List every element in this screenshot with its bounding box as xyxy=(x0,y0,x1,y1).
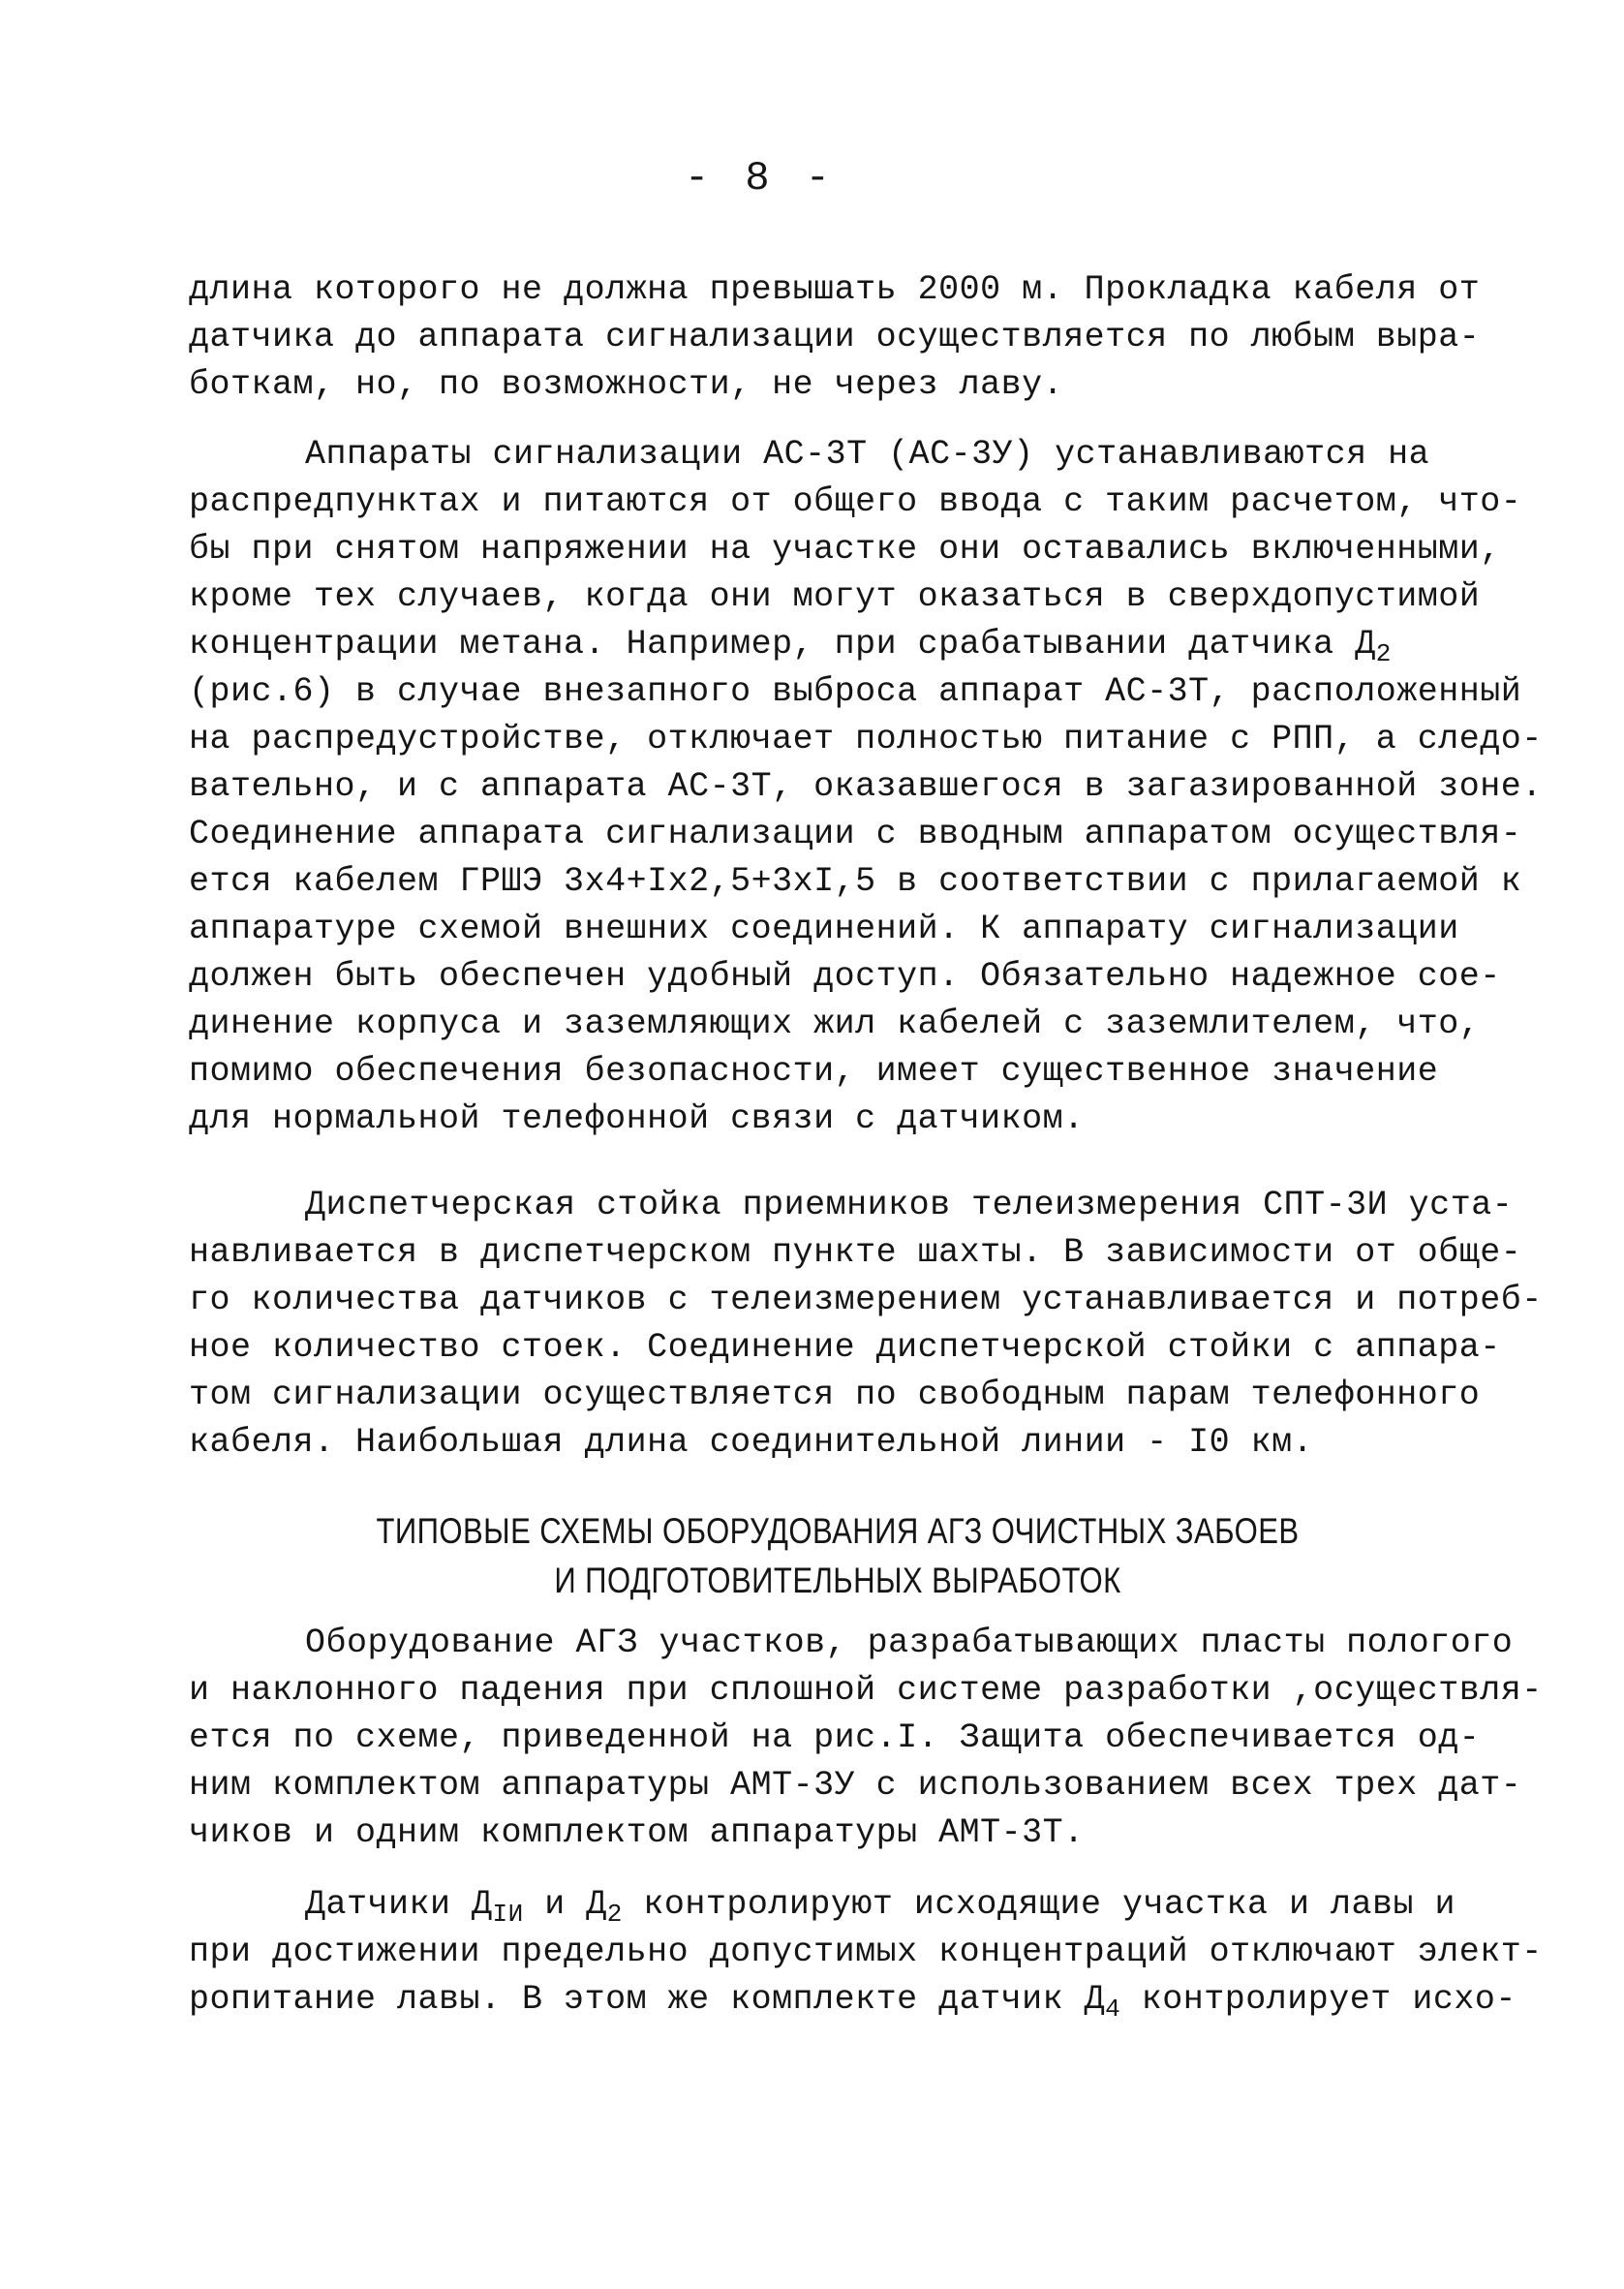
text-line: помимо обеспечения безопасности, имеет существенное значение xyxy=(189,1052,1439,1091)
text-line: ним комплектом аппаратуры АМТ-3У с использованием всех трех дат- xyxy=(189,1766,1522,1805)
text-line: при достижении предельно допустимых концентраций отключают элект- xyxy=(189,1933,1543,1971)
subscript: 4 xyxy=(1105,1995,1121,2024)
text-line: аппаратуре схемой внешних соединений. К аппарату сигнализации xyxy=(189,910,1459,948)
text-line: ется по схеме, приведенной на рис.I. Защита обеспечивается од- xyxy=(189,1718,1481,1757)
paragraph-4 xyxy=(189,1620,1543,1857)
text-line: для нормальной телефонной связи с датчиком. xyxy=(189,1099,1085,1138)
text-line: длина которого не должна превышать 2000 м. Прокладка кабеля от xyxy=(189,270,1481,309)
paragraph-5 xyxy=(189,1881,1543,2024)
page-number: - 8 - xyxy=(684,155,837,201)
text-line: боткам, но, по возможности, не через лаву. xyxy=(189,365,1064,404)
text-line: кабеля. Наибольшая длина соединительной линии - I0 км. xyxy=(189,1423,1314,1462)
text-line: датчика до аппарата сигнализации осуществляется по любым выра- xyxy=(189,318,1481,356)
text-line: ное количество стоек. Соединение диспетчерской стойки с аппара- xyxy=(189,1328,1501,1367)
text-segment: концентрации метана. Например, при срабатывании датчика Д xyxy=(189,625,1376,664)
paragraph-2 xyxy=(189,431,1543,1143)
text-line-with-subscript xyxy=(189,1976,1517,2024)
text-line: распредпунктах и питаются от общего ввода с таким расчетом, что- xyxy=(189,482,1522,521)
text-segment: контролируют исходящие участка и лавы и xyxy=(622,1885,1456,1924)
text-line: должен быть обеспечен удобный доступ. Обязательно надежное сое- xyxy=(189,957,1501,996)
text-line: ется кабелем ГРШЭ 3х4+Iх2,5+3хI,5 в соответствии с прилагаемой к xyxy=(189,862,1522,901)
text-line: Аппараты сигнализации АС-3Т (АС-3У) устанавливаются на xyxy=(305,435,1430,474)
text-line: (рис.6) в случае внезапного выброса аппарат АС-3Т, расположенный xyxy=(189,672,1522,711)
text-line: Соединение аппарата сигнализации с вводным аппаратом осуществля- xyxy=(189,815,1522,853)
text-line: том сигнализации осуществляется по свободным парам телефонного xyxy=(189,1376,1481,1414)
heading-line-1: ТИПОВЫЕ СХЕМЫ ОБОРУДОВАНИЯ АГЗ ОЧИСТНЫХ ЗАБОЕВ xyxy=(376,1511,1300,1551)
text-segment: ропитание лавы. В этом же комплекте датчик Д xyxy=(189,1980,1106,2019)
subscript: IИ xyxy=(492,1900,524,1929)
text-segment: и Д xyxy=(523,1885,607,1924)
paragraph-1 xyxy=(189,266,1486,409)
text-line: Оборудование АГЗ участков, разрабатывающих пласты пологого xyxy=(305,1624,1514,1662)
text-line-with-subscripts xyxy=(189,1881,1486,1929)
text-line: Диспетчерская стойка приемников телеизмерения СПТ-3И уста- xyxy=(305,1186,1514,1224)
paragraph-3 xyxy=(189,1182,1543,1467)
text-line: на распредустройстве, отключает полностью питание с РПП, а следо- xyxy=(189,720,1543,758)
text-line: и наклонного падения при сплошной системе разработки ,осуществля- xyxy=(189,1671,1543,1710)
section-heading xyxy=(189,1506,1486,1605)
text-line: вательно, и с аппарата АС-3Т, оказавшегося в загазированной зоне. xyxy=(189,767,1543,806)
text-line: бы при снятом напряжении на участке они оставались включенными, xyxy=(189,530,1501,569)
text-line: кроме тех случаев, когда они могут оказаться в сверхдопустимой xyxy=(189,577,1481,616)
text-line-with-subscript xyxy=(189,621,1486,668)
subscript: 2 xyxy=(606,1900,623,1929)
heading-line-2: И ПОДГОТОВИТЕЛЬНЫХ ВЫРАБОТОК xyxy=(554,1561,1121,1600)
text-line: го количества датчиков с телеизмерением устанавливается и потреб- xyxy=(189,1281,1543,1319)
text-line: навливается в диспетчерском пункте шахты. В зависимости от обще- xyxy=(189,1233,1522,1272)
text-segment: Датчики Д xyxy=(305,1885,493,1924)
subscript: 2 xyxy=(1375,639,1392,668)
text-line: динение корпуса и заземляющих жил кабелей с заземлителем, что, xyxy=(189,1005,1481,1043)
text-line: чиков и одним комплектом аппаратуры АМТ-3Т. xyxy=(189,1813,1085,1852)
text-segment: контролирует исхо- xyxy=(1120,1980,1517,2019)
